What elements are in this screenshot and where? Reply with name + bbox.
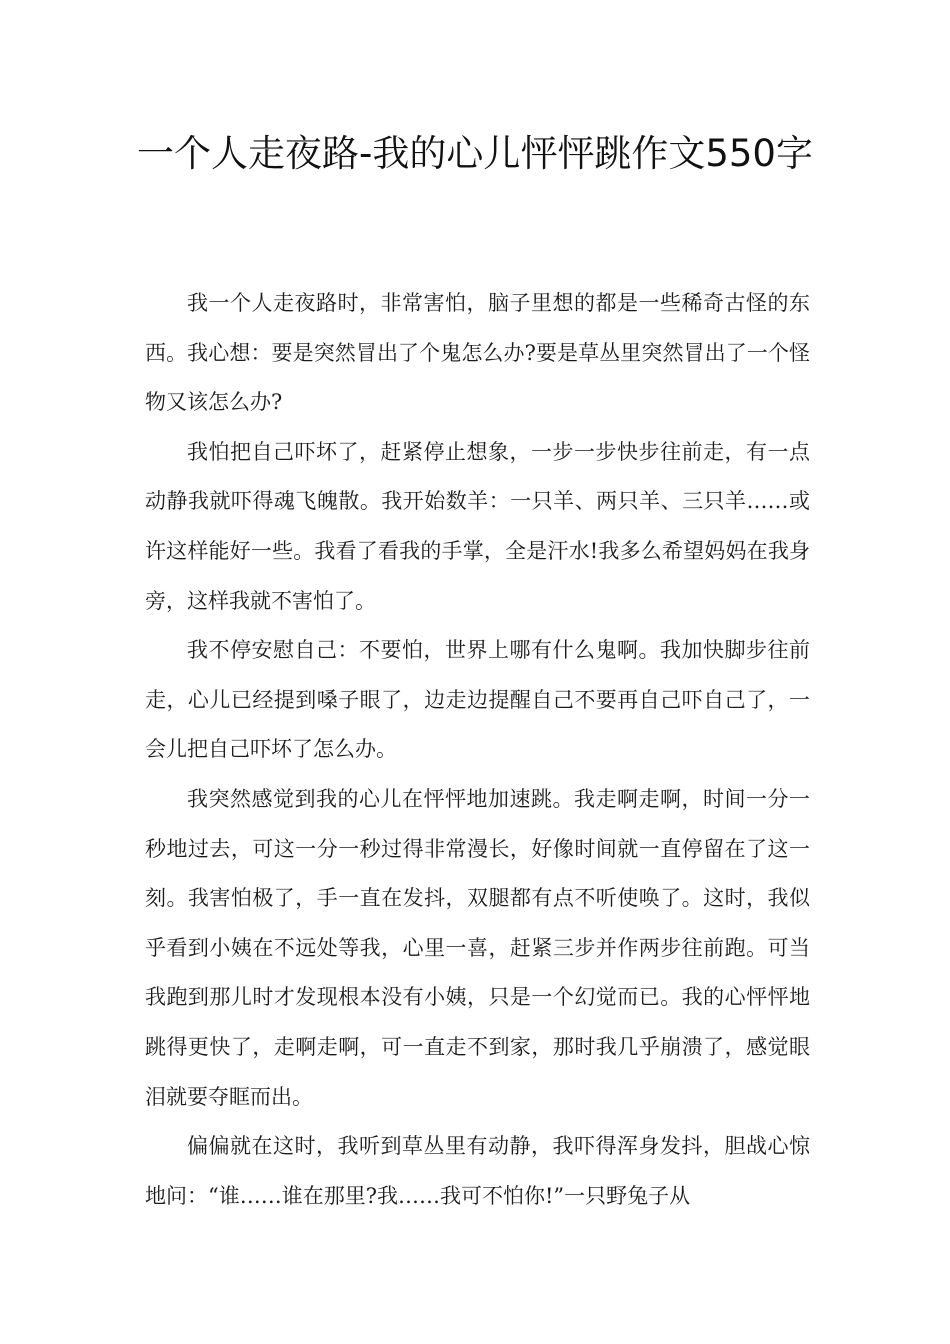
paragraph-2: 我怕把自己吓坏了，赶紧停止想象，一步一步快步往前走，有一点动静我就吓得魂飞魄散。我开始数羊：一只羊、两只羊、三只羊……或许这样能好一些。我看了看我的手掌，全是汗水!我多么希望妈妈在我身旁，这样我就不害怕了。 [145,439,810,613]
document-title: 一个人走夜路-我的心儿怦怦跳作文550字 [137,132,813,175]
document-body [145,279,810,1221]
paragraph-1: 我一个人走夜路时，非常害怕，脑子里想的都是一些稀奇古怪的东西。我心想：要是突然冒出了个鬼怎么办?要是草丛里突然冒出了一个怪物又该怎么办? [145,291,810,415]
paragraph-4: 我突然感觉到我的心儿在怦怦地加速跳。我走啊走啊，时间一分一秒地过去，可这一分一秒过得非常漫长，好像时间就一直停留在了这一刻。我害怕极了，手一直在发抖，双腿都有点不听使唤了。这时，我似乎看到小姨在不远处等我，心里一喜，赶紧三步并作两步往前跑。可当我跑到那儿时才发现根本没有小姨，只是一个幻觉而已。我的心怦怦地跳得更快了，走啊走啊，可一直走不到家，那时我几乎崩溃了，感觉眼泪就要夺眶而出。 [145,786,810,1109]
paragraph-5: 偏偏就在这时，我听到草丛里有动静，我吓得浑身发抖，胆战心惊地问：“谁……谁在那里?我……我可不怕你!”一只野兔子从 [145,1134,810,1208]
paragraph-3: 我不停安慰自己：不要怕，世界上哪有什么鬼啊。我加快脚步往前走，心儿已经提到嗓子眼了，边走边提醒自己不要再自己吓自己了，一会儿把自己吓坏了怎么办。 [145,638,810,762]
